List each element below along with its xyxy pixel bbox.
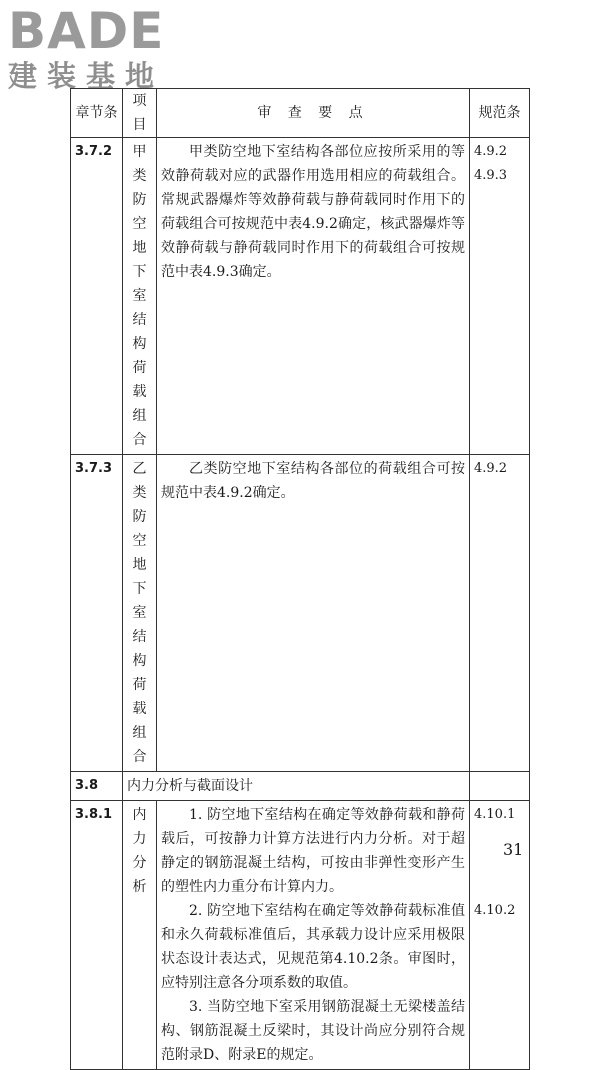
review-paragraph: 1. 防空地下室结构在确定等效静荷载和静荷载后，可按静力计算方法进行内力分析。对于超静定的钢筋混凝土结构，可按由非弹性变形产生的塑性内力重分布计算内力。 [161,807,465,895]
reference-clause: 4.9.3 [474,168,508,183]
review-paragraph: 甲类防空地下室结构各部位应按所采用的等效静荷载对应的武器作用选用相应的荷载组合。常规武器爆炸等效静荷载与静荷载同时作用下的荷载组合可按规范中表4.9.2确定，核武器爆炸等效静荷载与静荷载同时作用下的荷载组合可按规范中表4.9.3确定。 [161,144,465,280]
review-paragraph: 乙类防空地下室结构各部位的荷载组合可按规范中表4.9.2确定。 [161,461,465,501]
reference-clause: 4.10.1 [474,807,516,822]
review-points [157,455,470,772]
page-number: 31 [503,840,524,859]
item-name: 内力分析 [123,801,157,1070]
review-table [70,88,530,1070]
reference-clause: 4.9.2 [474,144,508,159]
section-number: 3.7.2 [71,138,123,455]
reference-clauses [470,772,530,801]
table-row [71,772,530,801]
reference-clauses [470,138,530,455]
header-item: 项目 [123,89,157,138]
review-points [157,801,470,1070]
table-row [71,801,530,1070]
section-number: 3.8.1 [71,801,123,1070]
table-row [71,455,530,772]
reference-clause: 4.9.2 [474,461,508,476]
header-reference: 规范条 [470,89,530,138]
review-points [157,138,470,455]
header-section: 章节条 [71,89,123,138]
logo-chinese: 建装基地 [8,59,165,93]
review-paragraph: 2. 防空地下室结构在确定等效静荷载标准值和永久荷载标准值后，其承载力设计应采用极限状态设计表达式，见规范第4.10.2条。审图时，应特别注意各分项系数的取值。 [161,903,465,991]
table-header-row [71,89,530,138]
logo [8,2,165,93]
logo-wordmark: BADE [8,2,165,60]
item-name: 甲类防空地下室结构荷载组合 [123,138,157,455]
section-number: 3.7.3 [71,455,123,772]
item-name: 乙类防空地下室结构荷载组合 [123,455,157,772]
table-row [71,138,530,455]
header-review-points: 审 查 要 点 [157,89,470,138]
reference-clause: 4.10.2 [474,903,516,918]
review-paragraph: 3. 当防空地下室采用钢筋混凝土无梁楼盖结构、钢筋混凝土反梁时，其设计尚应分别符合规范附录D、附录E的规定。 [161,999,465,1063]
section-title: 内力分析与截面设计 [123,772,470,801]
section-number: 3.8 [71,772,123,801]
reference-clauses [470,455,530,772]
